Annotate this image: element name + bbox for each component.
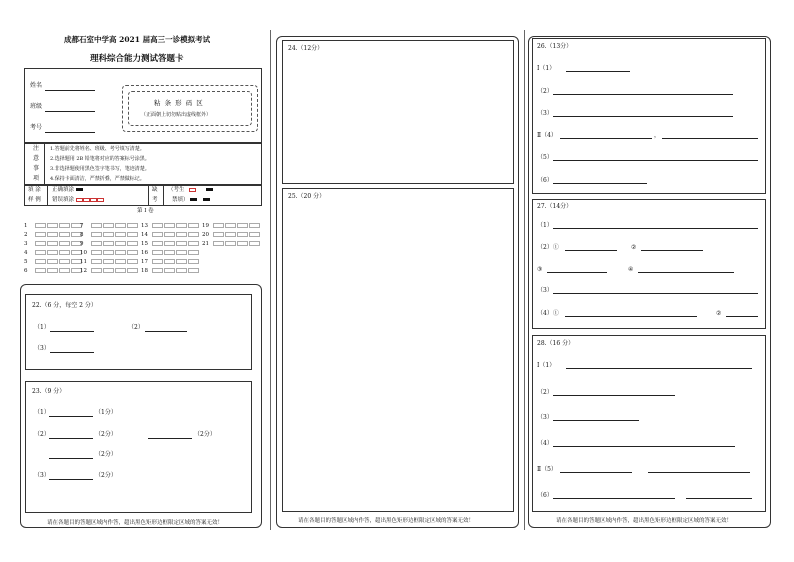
mcq-option-bubble[interactable] (127, 241, 138, 246)
mcq-question-number: 14 (141, 232, 148, 238)
mcq-question-number: 16 (141, 250, 148, 256)
q27-row4-label: （3） (537, 287, 553, 294)
mcq-row (24, 240, 83, 248)
q28-box (532, 335, 766, 512)
mcq-option-bubble[interactable] (225, 232, 236, 237)
mcq-option-bubble[interactable] (127, 268, 138, 273)
wrong-fill-mark-4 (97, 198, 104, 202)
notes-side-2: 意 (33, 155, 40, 162)
mcq-option-bubble[interactable] (91, 268, 102, 273)
q28-row3-label: （3） (537, 414, 553, 421)
absent-examinee-label: （考生 (168, 187, 185, 193)
q28-row6-line[interactable] (553, 498, 675, 499)
mcq-option-bubble[interactable] (176, 223, 187, 228)
fill-divider-2 (148, 185, 149, 206)
q28-row2-label: （2） (537, 389, 553, 396)
mcq-option-bubble[interactable] (59, 241, 70, 246)
mcq-option-bubble[interactable] (47, 250, 58, 255)
q27-row4-line[interactable] (553, 293, 758, 294)
exam-no-field[interactable] (45, 132, 95, 133)
footer-middle: 请在各题目的答题区域内作答，超出黑色矩形边框限定区域的答案无效！ (298, 518, 475, 524)
school-title: 成都石室中学高 2021 届高三一诊模拟考试 (64, 35, 211, 44)
q23-blank1-label: （1） (34, 409, 50, 416)
q23-blank3-score: （2分） (95, 472, 117, 479)
mcq-option-bubble[interactable] (152, 259, 163, 264)
mcq-row (80, 240, 139, 248)
q22-title: 22.（6 分，每空 2 分） (32, 302, 97, 309)
card-title: 理科综合能力测试答题卡 (90, 54, 184, 64)
q28-title: 28.（16 分） (537, 340, 575, 347)
mcq-option-bubble[interactable] (35, 250, 46, 255)
barcode-note: （正面朝上切勿贴出虚线框外） (141, 112, 212, 118)
absent-examinee-row (168, 186, 213, 194)
mcq-option-bubble[interactable] (213, 232, 224, 237)
exam-no-label: 考号 (30, 124, 43, 131)
q25-title: 25.（20 分） (288, 193, 326, 200)
mcq-option-bubble[interactable] (188, 268, 199, 273)
fill-label-bottom: 样 例 (28, 197, 41, 203)
mcq-option-bubble[interactable] (127, 259, 138, 264)
mcq-question-number: 18 (141, 268, 148, 274)
footer-left: 请在各题目的答题区域内作答，超出黑色矩形边框限定区域的答案无效！ (47, 520, 224, 526)
mcq-option-bubble[interactable] (35, 232, 46, 237)
q27-row3-label: ③ (537, 266, 543, 273)
mcq-question-number: 13 (141, 223, 148, 229)
q26-row4-label: Ⅱ（4） (537, 132, 557, 139)
absent-examinee-black (206, 188, 213, 191)
q28-row6-label: （6） (537, 492, 553, 499)
mcq-row (141, 267, 200, 275)
mcq-option-bubble[interactable] (103, 241, 114, 246)
mcq-question-number: 1 (24, 223, 28, 229)
mcq-option-bubble[interactable] (91, 223, 102, 228)
correct-fill-label: 正确填涂 (52, 187, 75, 193)
fill-label-top: 填 涂 (28, 187, 41, 193)
mcq-option-bubble[interactable] (47, 259, 58, 264)
mcq-row (80, 249, 139, 257)
mcq-question-number: 9 (80, 241, 84, 247)
q24-box[interactable] (282, 40, 514, 184)
mcq-option-bubble[interactable] (115, 268, 126, 273)
mcq-option-bubble[interactable] (47, 268, 58, 273)
q28-row1-line[interactable] (566, 368, 752, 369)
q22-blank1-label: （1） (34, 324, 50, 331)
mcq-question-number: 4 (24, 250, 28, 256)
absent-forbid-black-1 (190, 198, 197, 201)
mcq-row (202, 240, 261, 248)
q27-row1-label: （1） (537, 222, 553, 229)
q27-row3-line-b[interactable] (638, 272, 734, 273)
q28-row5-label: Ⅱ（5） (537, 466, 557, 473)
mcq-row (80, 231, 139, 239)
q23-blank2c-score: （2分） (95, 451, 117, 458)
q28-row5-line-a[interactable] (560, 472, 632, 473)
mcq-option-bubble[interactable] (91, 232, 102, 237)
footer-right: 请在各题目的答题区域内作答，超出黑色矩形边框限定区域的答案无效！ (556, 518, 733, 524)
column-separator-1 (270, 30, 271, 530)
q26-row4-line-a[interactable] (560, 138, 652, 139)
q23-blank2-score: （2分） (95, 431, 117, 438)
mcq-question-number: 8 (80, 232, 84, 238)
mcq-row (141, 231, 200, 239)
note-line-1: 1.答题前先将姓名、班级、考号填写清楚。 (50, 146, 145, 152)
mcq-option-bubble[interactable] (35, 259, 46, 264)
mcq-row (202, 231, 261, 239)
mcq-option-bubble[interactable] (176, 259, 187, 264)
q23-blank2b[interactable] (148, 438, 192, 439)
mcq-option-bubble[interactable] (188, 223, 199, 228)
q28-row5-line-b[interactable] (648, 472, 750, 473)
wrong-fill-row (52, 196, 104, 204)
mcq-option-bubble[interactable] (213, 223, 224, 228)
q28-row3-line[interactable] (553, 420, 639, 421)
mcq-option-bubble[interactable] (225, 223, 236, 228)
mcq-question-number: 19 (202, 223, 209, 229)
mcq-option-bubble[interactable] (47, 223, 58, 228)
q26-row2-line[interactable] (553, 94, 733, 95)
mcq-option-bubble[interactable] (115, 250, 126, 255)
mcq-option-bubble[interactable] (47, 232, 58, 237)
class-field[interactable] (45, 111, 95, 112)
name-label: 姓名 (30, 82, 43, 89)
absent-col-bottom: 考 (152, 197, 158, 203)
mcq-option-bubble[interactable] (164, 232, 175, 237)
q28-row4-label: （4） (537, 440, 553, 447)
mcq-option-bubble[interactable] (164, 268, 175, 273)
q26-row1-line[interactable] (566, 71, 630, 72)
q26-row2-label: （2） (537, 88, 553, 95)
absent-examinee-box[interactable] (189, 188, 196, 192)
mcq-option-bubble[interactable] (35, 268, 46, 273)
mcq-question-number: 20 (202, 232, 209, 238)
mcq-option-bubble[interactable] (59, 223, 70, 228)
mcq-option-bubble[interactable] (91, 259, 102, 264)
q27-row2b-label: ② (631, 244, 637, 251)
q27-row5-label: （4）① (537, 310, 559, 317)
mcq-option-bubble[interactable] (176, 241, 187, 246)
correct-fill-row (52, 186, 83, 194)
q27-row2-line-a[interactable] (565, 250, 617, 251)
q22-blank2[interactable] (145, 331, 187, 332)
mcq-option-bubble[interactable] (115, 223, 126, 228)
mcq-option-bubble[interactable] (188, 241, 199, 246)
q23-blank2c[interactable] (49, 458, 93, 459)
q23-box (25, 381, 252, 513)
mcq-grid (24, 222, 264, 282)
mcq-question-number: 6 (24, 268, 28, 274)
section1-title: 第 I 卷 (137, 208, 154, 214)
mcq-option-bubble[interactable] (127, 223, 138, 228)
q22-blank1[interactable] (50, 331, 94, 332)
mcq-question-number: 5 (24, 259, 28, 265)
mcq-option-bubble[interactable] (225, 241, 236, 246)
q26-row4-comma: ， (654, 132, 661, 139)
name-field[interactable] (45, 90, 95, 91)
mcq-option-bubble[interactable] (237, 232, 248, 237)
q26-row4-line-b[interactable] (662, 138, 758, 139)
mcq-option-bubble[interactable] (249, 241, 260, 246)
q27-title: 27.（14分） (537, 203, 573, 210)
wrong-fill-mark-3 (90, 198, 97, 202)
mcq-option-bubble[interactable] (164, 259, 175, 264)
mcq-row (80, 258, 139, 266)
q22-blank3[interactable] (50, 352, 94, 353)
mcq-row (141, 249, 200, 257)
q27-row1-line[interactable] (553, 228, 758, 229)
mcq-option-bubble[interactable] (164, 241, 175, 246)
note-line-4: 4.保持卡面清洁，严禁折叠，严禁做标记。 (50, 176, 145, 182)
mcq-option-bubble[interactable] (176, 268, 187, 273)
mcq-option-bubble[interactable] (103, 268, 114, 273)
mcq-option-bubble[interactable] (249, 232, 260, 237)
mcq-row (24, 231, 83, 239)
q26-row5-line[interactable] (553, 160, 758, 161)
mcq-option-bubble[interactable] (249, 223, 260, 228)
mcq-row (141, 222, 200, 230)
absent-forbid-row (172, 196, 210, 204)
q27-row3-line-a[interactable] (547, 272, 607, 273)
q28-row6-line-b[interactable] (686, 498, 752, 499)
mcq-question-number: 11 (80, 259, 87, 265)
q27-row5-line-b[interactable] (726, 316, 758, 317)
mcq-option-bubble[interactable] (35, 241, 46, 246)
notes-side-4: 项 (33, 175, 40, 182)
q26-row6-line[interactable] (553, 183, 647, 184)
q28-row1-label: Ⅰ（1） (537, 362, 556, 369)
mcq-option-bubble[interactable] (103, 232, 114, 237)
notes-side-1: 注 (33, 145, 40, 152)
mcq-option-bubble[interactable] (213, 241, 224, 246)
q23-title: 23.（9 分） (32, 388, 66, 395)
mcq-option-bubble[interactable] (59, 250, 70, 255)
fill-divider-1 (47, 185, 48, 206)
class-label: 班级 (30, 103, 43, 110)
mcq-option-bubble[interactable] (237, 241, 248, 246)
mcq-row (202, 222, 261, 230)
mcq-option-bubble[interactable] (91, 250, 102, 255)
q26-row3-label: （3） (537, 110, 553, 117)
q26-title: 26.（13分） (537, 43, 573, 50)
mcq-question-number: 7 (80, 223, 84, 229)
mcq-question-number: 3 (24, 241, 28, 247)
mcq-question-number: 12 (80, 268, 87, 274)
mcq-option-bubble[interactable] (59, 232, 70, 237)
mcq-row (141, 258, 200, 266)
mcq-option-bubble[interactable] (47, 241, 58, 246)
q26-row6-label: （6） (537, 177, 553, 184)
mcq-option-bubble[interactable] (188, 232, 199, 237)
mcq-row (141, 240, 200, 248)
mcq-option-bubble[interactable] (103, 223, 114, 228)
mcq-row (24, 267, 83, 275)
q24-title: 24.（12分） (288, 45, 324, 52)
mcq-option-bubble[interactable] (115, 232, 126, 237)
notes-divider (44, 143, 45, 185)
mcq-option-bubble[interactable] (164, 250, 175, 255)
mcq-option-bubble[interactable] (176, 250, 187, 255)
mcq-question-number: 10 (80, 250, 87, 256)
mcq-option-bubble[interactable] (152, 250, 163, 255)
mcq-option-bubble[interactable] (188, 250, 199, 255)
mcq-option-bubble[interactable] (91, 241, 102, 246)
mcq-row (80, 267, 139, 275)
q23-blank2-label: （2） (34, 431, 50, 438)
barcode-title: 粘 条 形 码 区 (154, 99, 204, 107)
mcq-option-bubble[interactable] (59, 259, 70, 264)
mcq-option-bubble[interactable] (103, 250, 114, 255)
mcq-option-bubble[interactable] (127, 250, 138, 255)
mcq-option-bubble[interactable] (115, 259, 126, 264)
q22-blank3-label: （3） (34, 345, 50, 352)
q23-blank1[interactable] (49, 416, 93, 417)
mcq-option-bubble[interactable] (152, 232, 163, 237)
q27-row2-label: （2）① (537, 244, 559, 251)
mcq-option-bubble[interactable] (115, 241, 126, 246)
wrong-fill-mark-2 (83, 198, 90, 202)
q27-box (532, 199, 766, 329)
mcq-option-bubble[interactable] (35, 223, 46, 228)
q28-row2-line[interactable] (553, 395, 675, 396)
mcq-option-bubble[interactable] (176, 232, 187, 237)
column-separator-2 (524, 30, 525, 530)
q27-row5-line-a[interactable] (565, 316, 697, 317)
wrong-fill-label: 错误填涂 (52, 197, 75, 203)
barcode-area[interactable] (128, 91, 252, 126)
correct-fill-mark (76, 188, 83, 191)
fill-divider-3 (163, 185, 164, 206)
mcq-option-bubble[interactable] (152, 241, 163, 246)
absent-forbid-label: 禁填） (172, 197, 189, 203)
q28-row4-line[interactable] (553, 446, 735, 447)
q23-blank1-score: （1分） (95, 409, 117, 416)
q26-row5-label: （5） (537, 154, 553, 161)
wrong-fill-mark-1 (76, 198, 83, 202)
q23-blank3[interactable] (49, 479, 93, 480)
q27-row2-line-b[interactable] (641, 250, 703, 251)
q26-row1-label: Ⅰ（1） (537, 65, 556, 72)
note-line-2: 2.选择题用 2B 铅笔将对应的答案标号涂黑。 (50, 156, 150, 162)
q27-row5b-label: ② (716, 310, 722, 317)
mcq-row (24, 258, 83, 266)
mcq-row (24, 249, 83, 257)
mcq-option-bubble[interactable] (237, 223, 248, 228)
q22-blank2-label: （2） (128, 324, 144, 331)
q23-blank2b-score: （2分） (194, 431, 216, 438)
mcq-option-bubble[interactable] (152, 268, 163, 273)
q27-row3b-label: ④ (628, 266, 634, 273)
mcq-question-number: 17 (141, 259, 148, 265)
note-line-3: 3.非选择题使用黑色签字笔书写，笔迹清楚。 (50, 166, 150, 172)
mcq-option-bubble[interactable] (59, 268, 70, 273)
mcq-option-bubble[interactable] (103, 259, 114, 264)
q23-blank3-label: （3） (34, 472, 50, 479)
mcq-question-number: 15 (141, 241, 148, 247)
absent-col-top: 缺 (152, 187, 158, 193)
mcq-option-bubble[interactable] (127, 232, 138, 237)
mcq-question-number: 2 (24, 232, 28, 238)
absent-forbid-black-2 (203, 198, 210, 201)
q23-blank2[interactable] (49, 438, 93, 439)
mcq-question-number: 21 (202, 241, 209, 247)
mcq-row (24, 222, 83, 230)
mcq-row (80, 222, 139, 230)
mcq-option-bubble[interactable] (188, 259, 199, 264)
q25-box[interactable] (282, 188, 514, 512)
mcq-option-bubble[interactable] (152, 223, 163, 228)
mcq-option-bubble[interactable] (164, 223, 175, 228)
q26-row3-line[interactable] (553, 116, 733, 117)
notes-side-3: 事 (33, 165, 40, 172)
